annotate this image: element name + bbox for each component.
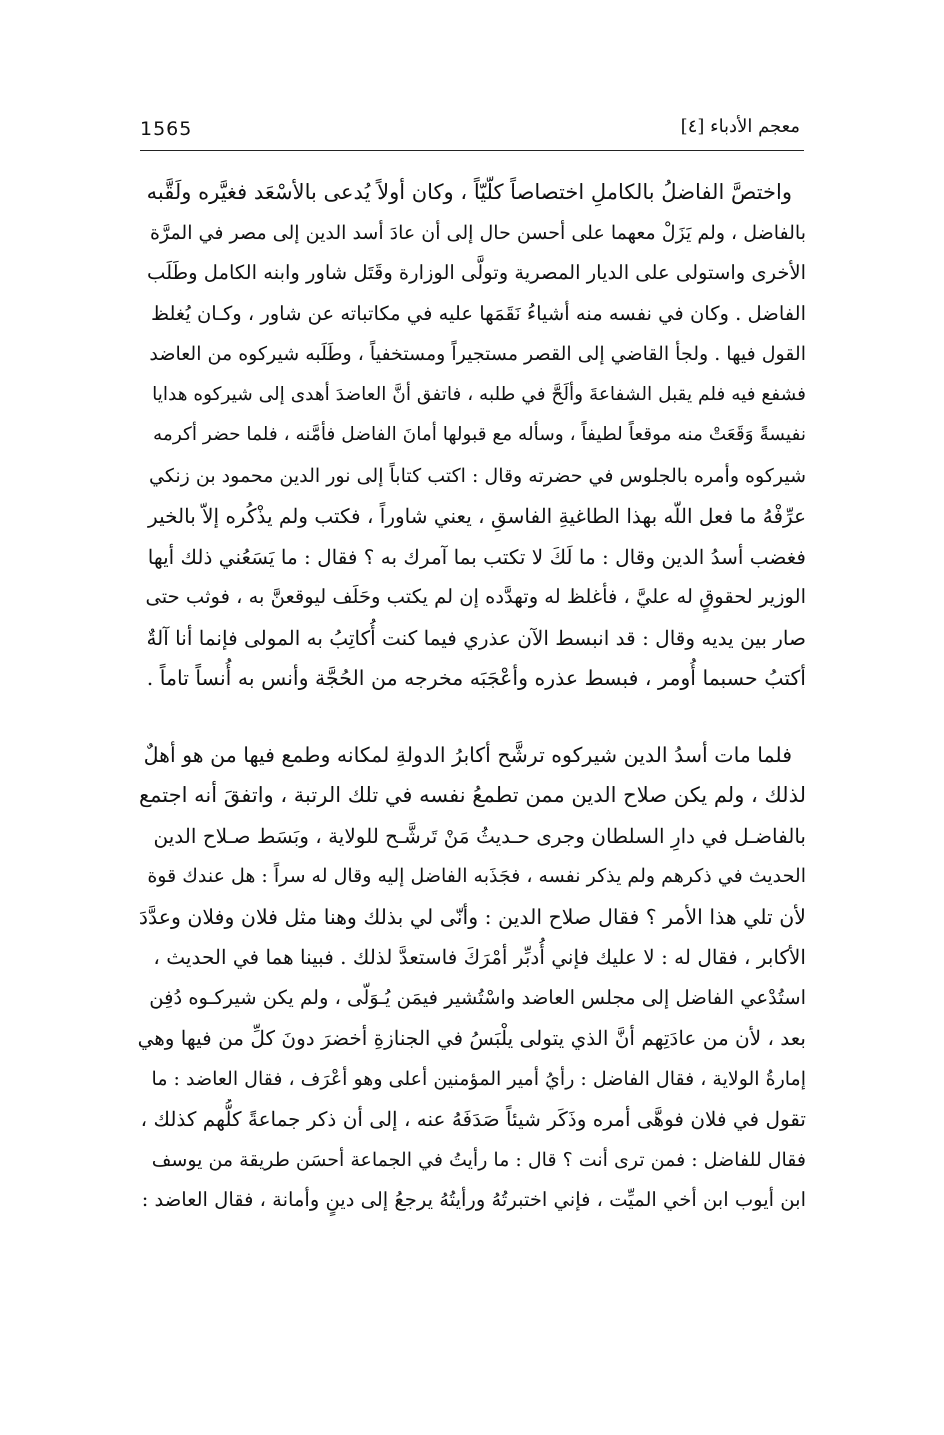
text-line: أكتبُ حسبما أُومر ، فبسط عذره وأعْجَبَه مخرجه من الحُجَّة وأنس به أُنساً تاماً .: [146, 666, 806, 690]
text-line: واختصَّ الفاضلُ بالكاملِ اختصاصاً كلّيّاً ، وكان أولاً يُدعى بالأسْعَد فغيَّره ولَقَّبه: [146, 180, 792, 204]
text-line: الوزير لحقوقٍ له عليَّ ، فأغلظ له وتهدَّده إن لم يكتب وحَلَف ليوقعنَّ به ، فوثب حتى: [145, 585, 806, 608]
text-line: فقال للفاضل : فمن ترى أنت ؟ قال : ما رأيتُ في الجماعة أحسَن طريقة من يوسف: [151, 1148, 806, 1171]
text-line: فغضب أسدُ الدين وقال : ما لَكَ لا تكتب بما آمرك به ؟ فقال : ما يَسَعُني ذلك أيها: [147, 544, 806, 569]
text-line: لأن تلي هذا الأمر ؟ فقال صلاح الدين : وأنّى لي بذلك وهنا مثل فلان وفلان وعدَّدَ: [138, 904, 806, 929]
text-line: الفاضل . وكان في نفسه منه أشياءُ نَقَمَها عليه في مكاتباته عن شاور ، وكـان يُغلظ: [150, 301, 806, 325]
text-line: القول فيها . ولجأ القاضي إلى القصر مستجيراً ومستخفياً ، وطَلَبه شيركوه من العاضد: [149, 343, 806, 365]
text-line: استُدْعي الفاضل إلى مجلس العاضد واسْتُشير فيمَن يُـوَلّى ، ولم يكن شيركـوه دُفِن: [149, 985, 806, 1009]
text-line: الأكابر ، فقال له : لا عليك فإني أُدبِّر أمْرَكَ فاستعدَّ لذلك . فبينا هما في الحديث ،: [153, 945, 806, 969]
text-line: عرِّفْهُ ما فعل اللّه بهذا الطاغيةِ الفاسقِ ، يعني شاوراً ، فكتب ولم يذْكُره إلاّ بالخير: [148, 504, 806, 528]
text-line: نفيسةً وَقَعَتْ منه موقعاً لطيفاً ، وسأله مع قبولها أمانَ الفاضل فأمَّنه ، فلما حضر أكرمه: [153, 424, 806, 445]
text-line: بالفاضـل في دارِ السلطان وجرى حـديثُ مَنْ تَرشَّـح للولاية ، وبَسَط صـلاح الدين: [153, 823, 806, 848]
paragraph-gap: [138, 699, 806, 735]
text-line: الحديث في ذكرهم ولم يذكر نفسه ، فجَذَبه الفاضل إليه وقال له سراً : هل عندك قوة: [147, 865, 806, 887]
text-line: إمارةُ الولاية ، فقال الفاضل : رأيُ أمير المؤمنين أعلى وهو أعْرَف ، فقال العاضد : ما: [151, 1067, 806, 1090]
text-line: بعد ، لأن من عادَتِهم أنَّ الذي يتولى يلْبَسُ في الجنازةِ أخضرَ دونَ كلِّ من فيها وهي: [138, 1026, 806, 1050]
text-line: لذلك ، ولم يكن صلاح الدين ممن تطمعُ نفسه في تلك الرتبة ، واتفقَ أنه اجتمع: [138, 783, 806, 807]
text-line: صار بين يديه وقال : قد انبسط الآن عذري فيما كنت أُكاتِبُ به المولى فإنما أنا آلةٌ: [146, 625, 806, 650]
page-header: [140, 112, 800, 148]
text-line: تقول في فلان فوهَّى أمره وذَكَر شيئاً صَدَفَهُ عنه ، إلى أن ذكر جماعةً كلُّهم كذلك ،: [140, 1107, 806, 1131]
body-text: [138, 172, 806, 1221]
text-line: بالفاضل ، ولم يَزَلْ معهما على أحسن حال إلى أن عادَ أسد الدين إلى مصر في المرَّة: [150, 221, 806, 244]
text-line: فلما مات أسدُ الدين شيركوه ترشَّح أكابرُ الدولةِ لمكانه وطمع فيها من هو أهلٌ: [143, 742, 792, 767]
running-head: معجم الأدباء [٤]: [680, 116, 800, 137]
text-line: شيركوه وأمره بالجلوس في حضرته وقال : اكتب كتاباً إلى نور الدين محمود بن زنكي: [149, 464, 806, 487]
header-rule: [140, 150, 804, 151]
paragraph-2: [138, 735, 806, 1221]
text-line: ابن أيوب ابن أخي الميِّت ، فإني اختبرتُهُ ورأيتُهُ يرجعُ إلى دينٍ وأمانة ، فقال العاضد :: [141, 1188, 806, 1211]
page-number: 1565: [140, 118, 193, 140]
text-line: الأخرى واستولى على الديار المصرية وتولَّى الوزارة وقَتَل شاور وابنه الكامل وطَلَب: [147, 261, 806, 284]
text-line: فشفع فيه فلم يقبل الشفاعةَ وألَحَّ في طلبه ، فاتفق أنَّ العاضدَ أهدى إلى شيركوه هدايا: [152, 383, 806, 405]
paragraph-1: [138, 172, 806, 699]
